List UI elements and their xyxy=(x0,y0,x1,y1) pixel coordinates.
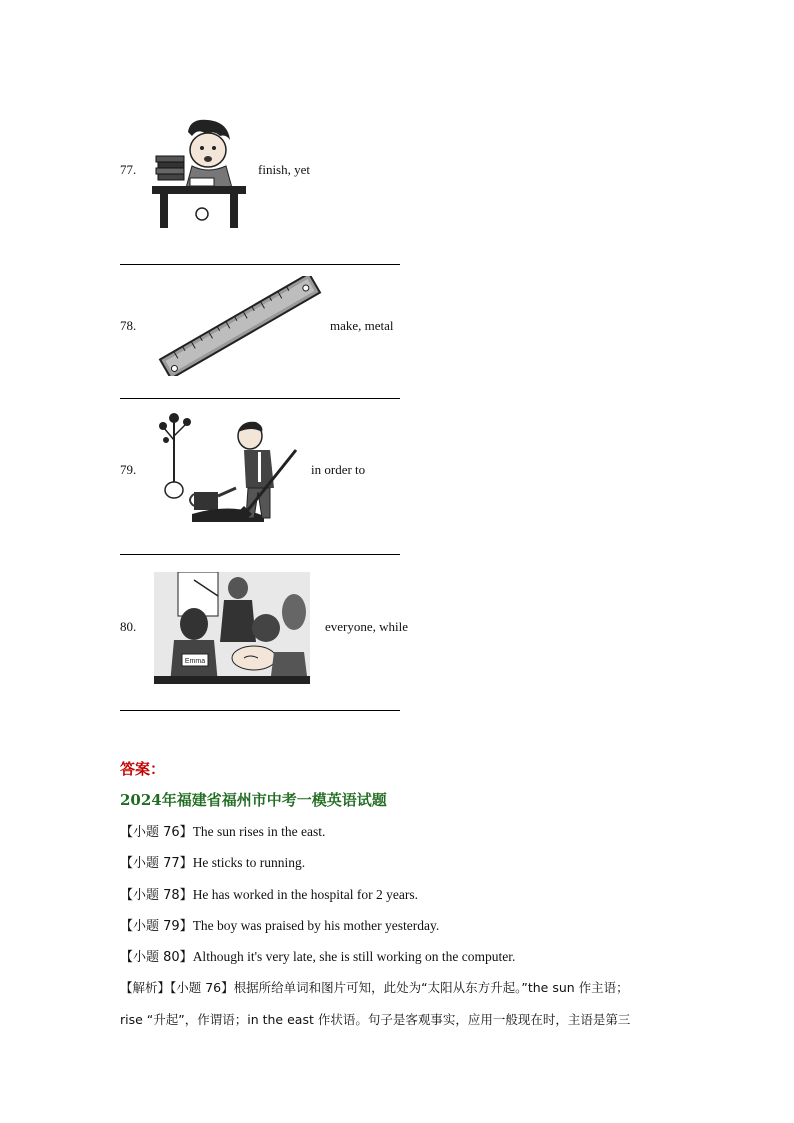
answer-line-77 xyxy=(120,264,400,265)
answer-text: He has worked in the hospital for 2 years. xyxy=(192,887,419,902)
answer-text: He sticks to running. xyxy=(192,855,306,870)
classroom-illustration xyxy=(154,572,310,684)
answer-item-78 xyxy=(120,884,418,903)
boy-planting-tree-illustration xyxy=(152,410,302,530)
answer-text: The boy was praised by his mother yesterday. xyxy=(192,918,440,933)
answer-line-80 xyxy=(120,710,400,711)
answer-tag: 【小题 77】 xyxy=(120,856,193,871)
answer-label: 答案： xyxy=(120,760,166,778)
answer-title: 2024年福建省福州市中考一模英语试题 xyxy=(120,791,387,809)
answer-line-78 xyxy=(120,398,400,399)
answer-item-79 xyxy=(120,915,439,934)
answer-item-80 xyxy=(120,946,515,965)
answer-tag: 【小题 80】 xyxy=(120,950,193,965)
answer-tag: 【小题 78】 xyxy=(120,888,193,903)
answer-text: Although it's very late, she is still working on the computer. xyxy=(192,949,516,964)
answer-item-76 xyxy=(120,821,325,840)
student-name-tag: Emma xyxy=(184,658,206,665)
question-number-79: 79. xyxy=(120,462,137,477)
answer-item-77 xyxy=(120,852,305,871)
question-number-80: 80. xyxy=(120,619,137,634)
answer-text: The sun rises in the east. xyxy=(192,824,326,839)
answer-tag: 【小题 76】 xyxy=(120,825,193,840)
hint-77: finish, yet xyxy=(258,162,310,177)
boy-studying-illustration xyxy=(150,110,250,230)
analysis-line-2: rise “升起”，作谓语；in the east 作状语。句子是客观事实，应用一般现在时，主语是第三 xyxy=(120,1012,631,1027)
hint-78: make, metal xyxy=(330,318,394,333)
answer-line-79 xyxy=(120,554,400,555)
answer-tag: 【小题 79】 xyxy=(120,919,193,934)
analysis-line-1: 【解析】【小题 76】根据所给单词和图片可知，此处为“太阳从东方升起。”the sun 作主语； xyxy=(120,980,629,995)
hint-79: in order to xyxy=(311,462,366,477)
question-number-78: 78. xyxy=(120,318,137,333)
question-number-77: 77. xyxy=(120,162,137,177)
hint-80: everyone, while xyxy=(325,619,409,634)
ruler-illustration xyxy=(155,276,325,376)
